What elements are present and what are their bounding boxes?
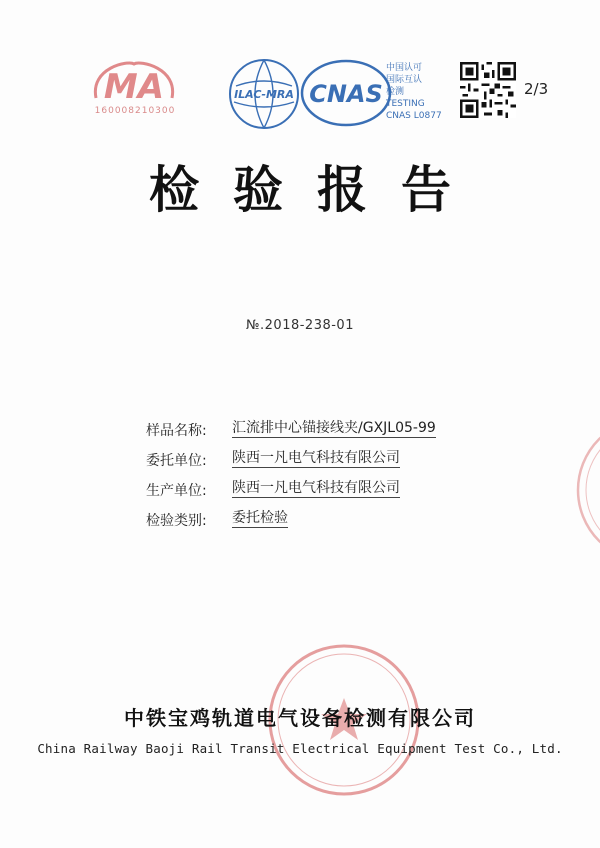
partial-seal bbox=[560, 360, 600, 620]
cnas-line: 中国认可 bbox=[386, 63, 423, 73]
cnas-logo bbox=[300, 58, 392, 128]
cma-mark: MA bbox=[103, 67, 165, 107]
field-label: 生产单位: bbox=[146, 483, 207, 499]
cnas-mark: CNAS bbox=[309, 80, 383, 108]
field-client bbox=[146, 450, 436, 480]
report-fields bbox=[146, 420, 436, 540]
company-name-en: China Railway Baoji Rail Transit Electrical Equipment Test Co., Ltd. bbox=[37, 741, 563, 756]
report-number: №.2018-238-01 bbox=[246, 318, 354, 333]
field-sample-name bbox=[146, 420, 436, 450]
ilac-mra-logo bbox=[226, 56, 302, 132]
report-title: 检验报告 bbox=[149, 160, 485, 219]
field-value: 汇流排中心锚接线夹/GXJL05-99 bbox=[232, 420, 436, 436]
cnas-line: 国际互认 bbox=[386, 75, 423, 85]
field-value: 陕西一凡电气科技有限公司 bbox=[232, 450, 400, 466]
page-indicator: 2/3 bbox=[524, 80, 549, 98]
field-value: 陕西一凡电气科技有限公司 bbox=[232, 480, 400, 496]
field-value: 委托检验 bbox=[232, 510, 288, 526]
qr-code[interactable] bbox=[460, 62, 516, 118]
field-inspection-type bbox=[146, 510, 436, 540]
field-label: 委托单位: bbox=[146, 453, 207, 469]
cnas-line: TESTING bbox=[386, 99, 425, 109]
field-label: 样品名称: bbox=[146, 423, 207, 439]
cnas-line: CNAS L0877 bbox=[386, 111, 442, 121]
company-name-cn: 中铁宝鸡轨道电气设备检测有限公司 bbox=[124, 706, 476, 730]
cnas-line: 检测 bbox=[386, 87, 405, 97]
field-manufacturer bbox=[146, 480, 436, 510]
field-label: 检验类别: bbox=[146, 513, 207, 529]
cma-number: 160008210300 bbox=[94, 106, 176, 116]
ilac-mark: ILAC-MRA bbox=[234, 88, 294, 101]
cnas-text bbox=[386, 62, 442, 122]
